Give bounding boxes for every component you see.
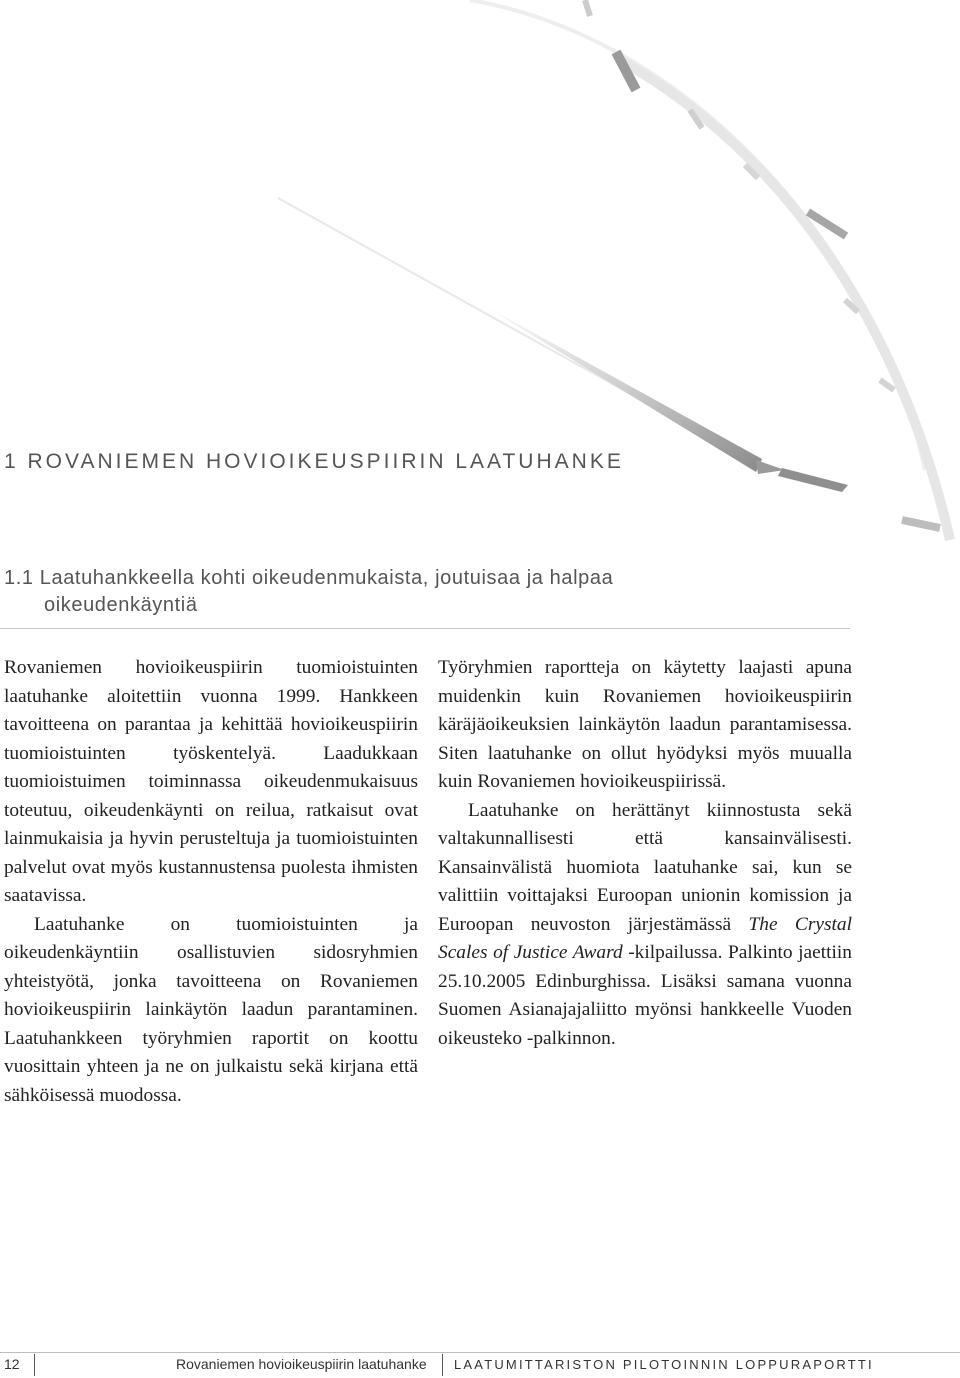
gauge-dial-illustration xyxy=(0,0,960,600)
footer-report-title: LAATUMITTARISTON PILOTOINNIN LOPPURAPORTTI xyxy=(454,1357,874,1372)
section-title xyxy=(4,565,854,619)
footer-separator xyxy=(442,1354,443,1376)
page-number: 12 xyxy=(4,1356,20,1372)
award-name: The Crystal Scales of Justice Award xyxy=(438,913,852,963)
right-column xyxy=(438,654,852,1053)
footer-doc-title: Rovaniemen hovioikeuspiirin laatuhanke xyxy=(176,1356,427,1372)
body-paragraph: Laatuhanke on tuomioistuinten ja oikeudenkäyntiin osallistuvien sidosryhmien yhteistyötä, jonka tavoitteena on Rovaniemen hovioikeuspiirin lainkäytön laadun parantaminen. Laatuhankkeen työryhmien raportit on koottu vuosittain yhteen ja ne on julkaistu sekä kirjana että sähköisessä muodossa. xyxy=(4,913,418,1106)
footer-separator xyxy=(34,1354,35,1376)
paragraph-text: -kilpailussa. Palkinto jaettiin 25.10.2005 Edinburghissa. Lisäksi samana vuonna Suomen Asianajajaliitto myönsi hankkeelle Vuoden oikeusteko -palkinnon. xyxy=(438,942,852,1049)
section-title-line-2: oikeudenkäyntiä xyxy=(44,594,198,616)
left-column xyxy=(4,654,418,1110)
section-title-line-1: 1.1 Laatuhankkeella kohti oikeudenmukaista, joutuisaa ja halpaa xyxy=(4,567,614,589)
footer-divider xyxy=(0,1352,960,1353)
body-paragraph xyxy=(438,797,852,1054)
body-paragraph: Rovaniemen hovioikeuspiirin tuomioistuinten laatuhanke aloitettiin vuonna 1999. Hankkeen tavoitteena on parantaa ja kehittää hovioikeuspiirin tuomioistuinten työskentelyä. Laadukkaan tuomioistuimen toiminnassa oikeudenmukaisuus toteutuu, oikeudenkäynti on reilua, ratkaisut ovat lainmukaisia ja hyvin perusteltuja ja tuomioistuinten palvelut ovat myös kustannustensa puolesta ihmisten saatavissa. xyxy=(4,657,418,906)
paragraph-text: Laatuhanke on herättänyt kiinnostusta sekä valtakunnallisesti että kansainvälisesti. Kansainvälistä huomiota laatuhanke sai, kun se valittiin voittajaksi Euroopan unionin komission ja Euroopan neuvoston järjestämässä xyxy=(438,799,852,935)
page-footer xyxy=(0,1354,960,1378)
chapter-title: 1 ROVANIEMEN HOVIOIKEUSPIIRIN LAATUHANKE xyxy=(4,450,624,473)
body-paragraph: Työryhmien raportteja on käytetty laajasti apuna muidenkin kuin Rovaniemen hovioikeuspiirin käräjäoikeuksien lainkäytön laadun parantamisessa. Siten laatuhanke on ollut hyödyksi myös muualla kuin Rovaniemen hovioikeuspiirissä. xyxy=(438,657,852,792)
section-divider xyxy=(0,628,850,629)
